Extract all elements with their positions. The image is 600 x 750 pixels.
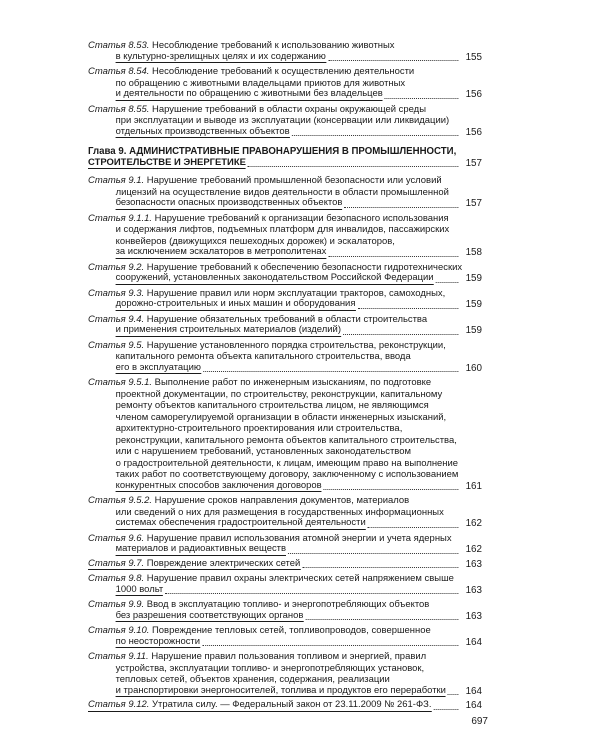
article-title-cont: капитального ремонта объекта капитального строительства, ввода: [115, 351, 411, 362]
toc-entry-line: [88, 351, 482, 363]
page-ref: 163: [465, 610, 482, 622]
toc-entry[interactable]: [88, 495, 482, 530]
toc-entry-first-line: [88, 66, 482, 78]
article-title-end: отдельных производственных объектов: [115, 125, 290, 137]
article-title: Нарушение обязательных требований в области строительства: [146, 313, 428, 325]
page-ref: 162: [465, 518, 482, 529]
toc-entry[interactable]: [88, 175, 482, 210]
dot-leader: [165, 592, 458, 594]
article-label: Статья 9.2.: [88, 261, 145, 273]
toc-entry-line: [88, 435, 482, 447]
page-ref: 157: [465, 198, 482, 209]
toc-entry-first-line: [88, 175, 482, 187]
page-ref: 163: [465, 558, 482, 570]
page-ref: 159: [465, 299, 482, 310]
article-title: Нарушение правил или норм эксплуатации тракторов, самоходных,: [146, 287, 446, 299]
page-ref: 163: [465, 584, 482, 596]
article-title-end: конкурентных способов заключения договоров: [115, 479, 322, 491]
page-ref: 159: [465, 325, 482, 336]
dot-leader: [344, 206, 458, 208]
page-ref: 156: [465, 126, 482, 138]
toc-entry-last-line: [88, 198, 482, 210]
dot-leader: [436, 281, 459, 283]
article-title: Несоблюдение требований к использованию животных: [152, 40, 395, 51]
toc-entry-last-line: [88, 89, 482, 101]
article-title: Нарушение правил использования атомной энергии и учета ядерных: [146, 532, 452, 544]
toc-entry[interactable]: [88, 340, 482, 375]
article-label: Статья 9.8.: [88, 573, 145, 584]
article-title-cont: архитектурно-строительного проектирования или строительства,: [115, 423, 403, 434]
dot-leader: [305, 618, 458, 620]
toc-entry-line: [88, 412, 482, 424]
toc-entry-last-line: [88, 273, 482, 285]
toc-entry[interactable]: [88, 104, 482, 139]
article-title-end: и деятельности по обращению с животными без владельцев: [115, 88, 383, 99]
toc-entry-line: [88, 389, 482, 401]
dot-leader: [288, 552, 458, 554]
toc-entry-last-line: [88, 611, 482, 623]
page-ref: 160: [465, 362, 482, 374]
toc-entry-last-line: [88, 52, 482, 64]
article-label: Статья 9.1.: [88, 175, 145, 186]
article-label: Статья 9.1.1.: [88, 212, 153, 224]
article-label: Статья 9.3.: [88, 287, 145, 299]
article-title-cont: таких работ по соответствующему договору, заключенному с использованием: [115, 469, 459, 480]
dot-leader: [368, 526, 459, 528]
toc-entry-first-line: [88, 40, 482, 52]
toc-entry-text: [88, 700, 431, 712]
article-title-cont: реконструкции, капитального ремонта объектов капитального строительства,: [115, 434, 457, 446]
article-title-end: в культурно-зрелищных целях и их содержанию: [115, 50, 326, 62]
toc-entry-line: [88, 469, 482, 481]
page-ref: 164: [465, 636, 482, 648]
toc-entry[interactable]: [88, 559, 482, 571]
toc-entry-last-line: [88, 247, 482, 259]
toc-entry-line: [88, 458, 482, 470]
toc-entry-last-line: [88, 518, 482, 530]
toc-entry-first-line: [88, 625, 482, 637]
dot-leader: [203, 370, 458, 372]
dot-leader: [448, 693, 458, 695]
toc-entry[interactable]: [88, 625, 482, 648]
article-title-end: за исключением эскалаторов в метрополитенах: [115, 246, 327, 257]
dot-leader: [357, 307, 458, 309]
toc-entry-first-line: [88, 340, 482, 352]
toc-entry[interactable]: [88, 533, 482, 556]
page-ref: 158: [465, 247, 482, 258]
article-title-end: его в эксплуатацию: [115, 361, 201, 373]
toc-entry-first-line: [88, 495, 482, 507]
article-title-end: 1000 вольт: [115, 583, 164, 595]
article-label: Статья 9.5.: [88, 339, 145, 351]
article-title: Выполнение работ по инженерным изысканиям, по подготовке: [154, 377, 432, 388]
article-title-end: материалов и радиоактивных веществ: [115, 543, 287, 554]
article-title-end: сооружений, установленных законодательством Российской Федерации: [115, 272, 434, 283]
page-ref: 161: [465, 480, 482, 492]
page-ref: 162: [465, 544, 482, 555]
page-ref: 164: [465, 685, 482, 697]
toc-entry-last-line: [88, 481, 482, 493]
article-label: Статья 9.12.: [88, 699, 150, 710]
dot-leader: [343, 333, 458, 335]
toc-entry-last-line: [88, 544, 482, 556]
toc-entry-first-line: [88, 213, 482, 225]
article-title: Несоблюдение требований к осуществлению деятельности: [152, 66, 415, 77]
toc-entry-last-line: [88, 700, 482, 712]
article-label: Статья 9.11.: [88, 651, 149, 662]
article-title-cont: членом саморегулируемой организации в области инженерных изысканий,: [115, 411, 447, 423]
toc-entry-first-line: [88, 104, 482, 116]
page-ref: 156: [465, 89, 482, 100]
toc-entry-last-line: [88, 559, 482, 571]
article-title: Нарушение сроков направления документов, материалов: [154, 495, 410, 506]
dot-leader: [328, 59, 458, 61]
article-title-end: безопасности опасных производственных объектов: [115, 197, 343, 208]
toc-entry-line: [88, 115, 482, 127]
toc-entry[interactable]: [88, 40, 482, 63]
article-label: Статья 9.9.: [88, 599, 145, 610]
article-title: Повреждение тепловых сетей, топливопроводов, совершенное: [152, 625, 431, 636]
article-title-cont: при эксплуатации и выводе из эксплуатации (консервации или ликвидации): [115, 115, 450, 126]
article-title-end: без разрешения соответствующих органов: [115, 609, 304, 621]
article-title: Ввод в эксплуатацию топливо- и энергопотребляющих объектов: [146, 599, 430, 610]
toc-entry-last-line: [88, 585, 482, 597]
toc-entry-first-line: [88, 573, 482, 585]
toc-entry[interactable]: [88, 288, 482, 311]
article-title-cont: или сведений о них для размещения в государственных информационных: [115, 506, 444, 518]
article-title-cont: проектной документации, по строительству, реконструкции, капитальному: [115, 388, 443, 400]
chapter-title-line: [88, 146, 482, 158]
toc-entry-last-line: [88, 363, 482, 375]
toc-entry-line: [88, 674, 482, 686]
article-label: Статья 8.55.: [88, 103, 150, 115]
article-label: Статья 9.5.1.: [88, 377, 153, 388]
article-title-end: и транспортировки энергоносителей, топлива и продуктов его переработки: [115, 684, 446, 696]
toc-entry[interactable]: [88, 573, 482, 596]
article-title-cont: о градостроительной деятельности, к лицам, имеющим право на выполнение: [115, 457, 459, 469]
article-title: Нарушение установленного порядка строительства, реконструкции,: [146, 339, 446, 351]
chapter-title-last-line: [88, 158, 482, 170]
chapter-title-end: СТРОИТЕЛЬСТВЕ И ЭНЕРГЕТИКЕ: [88, 156, 246, 168]
article-label: Статья 9.7.: [88, 557, 145, 569]
toc-entry-line: [88, 224, 482, 236]
dot-leader: [328, 255, 458, 257]
article-title-cont: устройства, эксплуатации топливо- и энергопотребляющих установок,: [115, 662, 425, 674]
article-title: Нарушение требований промышленной безопасности или условий: [146, 175, 442, 186]
toc-entry-line: [88, 400, 482, 412]
toc-entry-last-line: [88, 299, 482, 311]
toc-entry[interactable]: [88, 213, 482, 259]
article-label: Статья 9.6.: [88, 532, 145, 544]
article-label: Статья 8.54.: [88, 66, 150, 77]
toc-entry[interactable]: [88, 700, 482, 712]
chapter-title: Глава 9. АДМИНИСТРАТИВНЫЕ ПРАВОНАРУШЕНИЯ В ПРОМЫШЛЕННОСТИ,: [88, 146, 457, 157]
article-label: Статья 8.53.: [88, 40, 150, 51]
article-title-cont: тепловых сетей, объектов хранения, содержания, реализации: [115, 674, 390, 685]
toc-entry[interactable]: [88, 314, 482, 337]
toc-entry[interactable]: [88, 66, 482, 101]
page-ref: 159: [465, 273, 482, 284]
article-title-cont: и содержания лифтов, подъемных платформ для инвалидов, пассажирских: [115, 224, 450, 235]
page-ref: 157: [465, 157, 482, 169]
article-title: Повреждение электрических сетей: [146, 557, 301, 569]
toc-entry-first-line: [88, 377, 482, 389]
article-label: Статья 9.5.2.: [88, 495, 153, 506]
toc-entry-last-line: [88, 127, 482, 139]
dot-leader: [248, 165, 458, 167]
article-title: Нарушение требований к обеспечению безопасности гидротехнических: [146, 261, 463, 273]
dot-leader: [433, 708, 458, 710]
toc-entry[interactable]: [88, 651, 482, 697]
toc-entry[interactable]: [88, 262, 482, 285]
article-title: Утратила силу. — Федеральный закон от 23.11.2009 № 261-ФЗ.: [152, 699, 432, 710]
toc-entry-text: [88, 559, 300, 571]
page-ref: 155: [465, 51, 482, 63]
dot-leader: [292, 134, 459, 136]
toc-entry-line: [88, 446, 482, 458]
article-title: Нарушение требований к организации безопасного использования: [154, 212, 449, 224]
page-ref: 164: [465, 700, 482, 711]
article-title-cont: или с нарушением требований, установленных законодательством: [115, 446, 411, 457]
toc-entry-line: [88, 423, 482, 435]
chapter-heading[interactable]: [88, 146, 482, 169]
toc-entry-first-line: [88, 599, 482, 611]
dot-leader: [202, 644, 458, 646]
article-title-cont: конвейеров (движущихся пешеходных дорожек) и эскалаторов,: [115, 235, 395, 247]
toc-entry-last-line: [88, 637, 482, 649]
table-of-contents: [88, 40, 482, 715]
toc-entry-last-line: [88, 325, 482, 337]
article-label: Статья 9.4.: [88, 313, 145, 325]
dot-leader: [324, 488, 459, 490]
article-title: Нарушение требований в области охраны окружающей среды: [152, 103, 426, 115]
article-title: Нарушение правил пользования топливом и энергией, правил: [151, 651, 427, 662]
toc-entry-first-line: [88, 651, 482, 663]
dot-leader: [302, 566, 458, 568]
article-title-cont: ремонту объектов капитального строительства лицом, не являющимся: [115, 400, 429, 411]
article-title-end: и применения строительных материалов (изделий): [115, 324, 341, 335]
article-title-cont: лицензий на осуществление видов деятельности в области промышленной: [115, 186, 449, 198]
dot-leader: [385, 97, 459, 99]
article-label: Статья 9.10.: [88, 625, 150, 636]
page-number: 697: [471, 716, 488, 727]
article-title: Нарушение правил охраны электрических сетей напряжением свыше: [146, 573, 454, 584]
toc-entry-line: [88, 663, 482, 675]
toc-entry[interactable]: [88, 599, 482, 622]
toc-entry[interactable]: [88, 377, 482, 492]
article-title-end: дорожно-строительных и иных машин и оборудования: [115, 298, 356, 309]
article-title-end: системах обеспечения градостроительной деятельности: [115, 517, 366, 528]
toc-entry-last-line: [88, 686, 482, 698]
article-title-end: по неосторожности: [115, 635, 201, 647]
article-title-cont: по обращению с животными владельцами приютов для животных: [115, 77, 406, 89]
